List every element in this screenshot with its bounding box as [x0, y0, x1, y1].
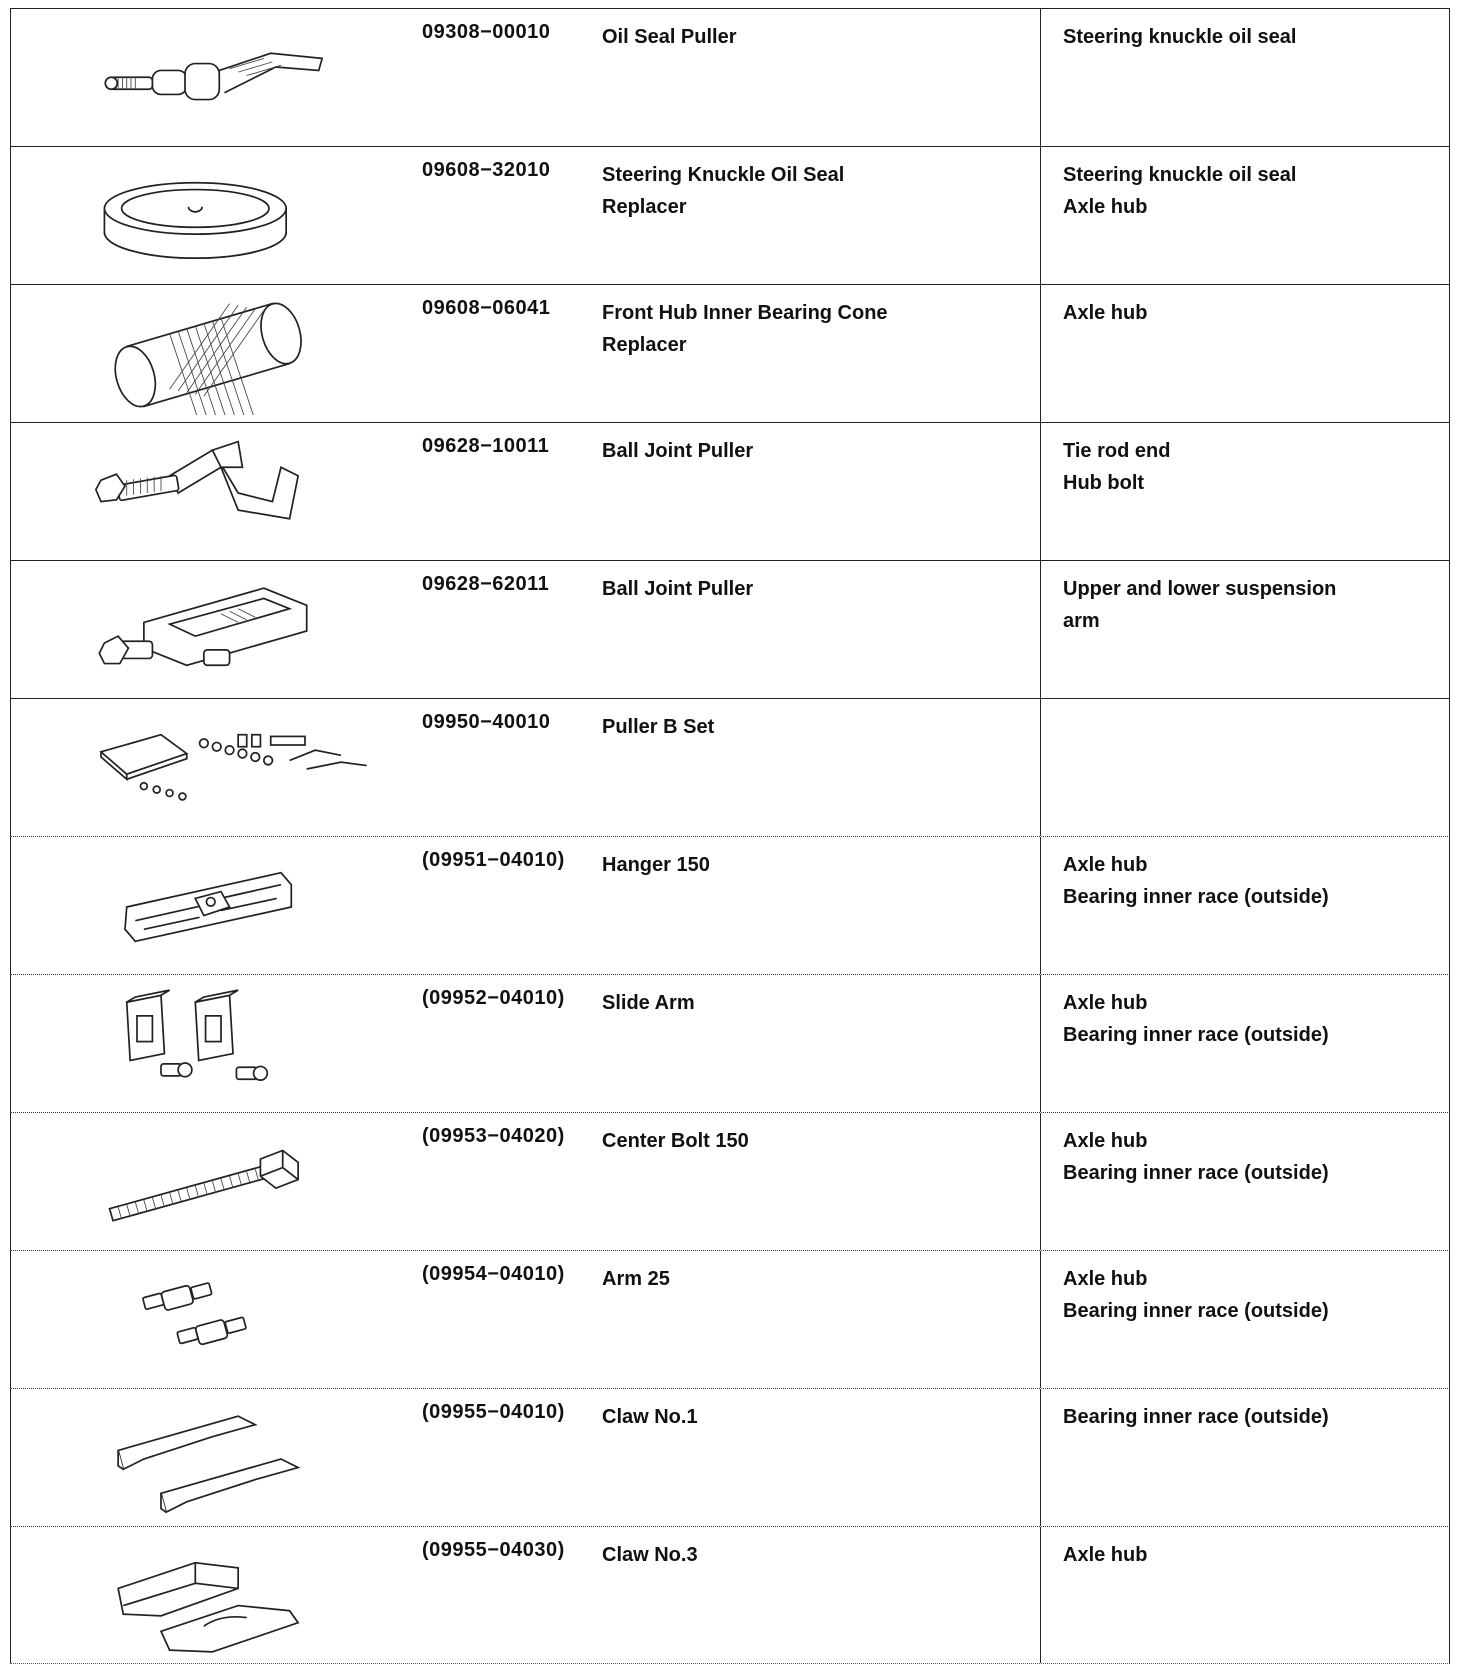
tool-usage-line: Bearing inner race (outside) [1063, 1162, 1329, 1184]
tool-name [602, 1539, 1042, 1571]
tool-name-line: Hanger 150 [602, 854, 710, 876]
tool-usage-line: Axle hub [1063, 1130, 1148, 1152]
tool-name [602, 711, 1042, 743]
tool-usage-line: Bearing inner race (outside) [1063, 1024, 1329, 1046]
tool-name [602, 849, 1042, 881]
part-number: (09955−04030) [422, 1539, 565, 1561]
tool-name-line: Claw No.3 [602, 1544, 698, 1566]
tool-name [602, 297, 1042, 361]
tool-name-line: Ball Joint Puller [602, 440, 754, 462]
claw-3-icon [71, 1537, 371, 1657]
tool-row [10, 146, 1450, 284]
tool-name-line: Center Bolt 150 [602, 1130, 749, 1152]
tool-illustration [10, 1251, 411, 1388]
tool-usage-line: Axle hub [1063, 196, 1148, 218]
tool-usage [1040, 1251, 1450, 1388]
part-number: 09608−06041 [422, 297, 551, 319]
tool-name-line: Arm 25 [602, 1268, 670, 1290]
arm-icon [71, 1261, 371, 1381]
tool-usage-line: Hub bolt [1063, 472, 1145, 494]
tool-name [602, 1263, 1042, 1295]
part-number: (09954−04010) [422, 1263, 565, 1285]
tool-name-line: Steering Knuckle Oil Seal [602, 164, 845, 186]
tool-name-line: Front Hub Inner Bearing Cone [602, 302, 888, 324]
tool-name-line: Puller B Set [602, 716, 715, 738]
tool-usage-line: Steering knuckle oil seal [1063, 26, 1297, 48]
part-number: (09952−04010) [422, 987, 565, 1009]
tool-illustration [10, 975, 411, 1112]
bearing-cone-replacer-icon [71, 295, 371, 415]
part-number: 09308−00010 [422, 21, 551, 43]
tool-illustration [10, 837, 411, 974]
tool-row [10, 836, 1450, 974]
tool-usage-line: Axle hub [1063, 854, 1148, 876]
tool-name [602, 1401, 1042, 1433]
tool-usage [1040, 147, 1450, 284]
tool-usage-line: Tie rod end [1063, 440, 1171, 462]
tool-usage [1040, 1113, 1450, 1250]
ball-joint-puller-frame-icon [71, 571, 371, 691]
tool-name [602, 21, 1042, 53]
slide-arm-icon [71, 985, 371, 1105]
tool-usage-line: arm [1063, 610, 1100, 632]
tool-usage-line: Upper and lower suspension [1063, 578, 1337, 600]
tool-usage [1040, 975, 1450, 1112]
claw-1-icon [71, 1399, 371, 1519]
part-number: 09628−62011 [422, 573, 550, 595]
oil-seal-replacer-icon [71, 157, 371, 277]
tool-row [10, 1250, 1450, 1388]
tool-row [10, 8, 1450, 146]
ball-joint-puller-icon [71, 433, 371, 553]
tool-usage [1040, 423, 1450, 560]
tool-usage-line: Axle hub [1063, 1544, 1148, 1566]
tool-usage [1040, 561, 1450, 698]
tool-name [602, 573, 1042, 605]
tool-illustration [10, 1113, 411, 1250]
tool-name-line: Claw No.1 [602, 1406, 698, 1428]
tool-row [10, 284, 1450, 422]
tool-row [10, 1112, 1450, 1250]
tool-row [10, 698, 1450, 836]
tool-usage-line: Bearing inner race (outside) [1063, 886, 1329, 908]
tool-usage [1040, 285, 1450, 422]
tool-illustration [10, 1389, 411, 1526]
tool-row [10, 560, 1450, 698]
tool-illustration [10, 699, 411, 836]
part-number: 09608−32010 [422, 159, 551, 181]
tool-row [10, 974, 1450, 1112]
tool-usage-line: Axle hub [1063, 302, 1148, 324]
tool-name [602, 987, 1042, 1019]
tool-row [10, 1526, 1450, 1664]
part-number: (09953−04020) [422, 1125, 565, 1147]
tool-name [602, 435, 1042, 467]
center-bolt-icon [71, 1123, 371, 1243]
tool-usage [1040, 699, 1450, 836]
tool-name-line: Ball Joint Puller [602, 578, 754, 600]
tool-row [10, 1388, 1450, 1526]
part-number: (09955−04010) [422, 1401, 565, 1423]
tool-usage [1040, 1527, 1450, 1663]
tool-illustration [10, 561, 411, 698]
tool-usage [1040, 1389, 1450, 1526]
tool-usage-line: Bearing inner race (outside) [1063, 1406, 1329, 1428]
puller-set-icon [71, 709, 371, 829]
tool-illustration [10, 147, 411, 284]
tool-row [10, 422, 1450, 560]
tool-name [602, 1125, 1042, 1157]
tool-name-line: Replacer [602, 196, 687, 218]
part-number: 09628−10011 [422, 435, 550, 457]
tool-illustration [10, 423, 411, 560]
tool-usage-line: Axle hub [1063, 1268, 1148, 1290]
tool-name-line: Replacer [602, 334, 687, 356]
tool-illustration [10, 285, 411, 422]
tool-name-line: Oil Seal Puller [602, 26, 737, 48]
hanger-icon [71, 847, 371, 967]
tool-usage [1040, 837, 1450, 974]
tool-illustration [10, 9, 411, 146]
part-number: (09951−04010) [422, 849, 565, 871]
tool-name-line: Slide Arm [602, 992, 695, 1014]
tool-usage-line: Bearing inner race (outside) [1063, 1300, 1329, 1322]
tool-usage [1040, 9, 1450, 146]
tool-name [602, 159, 1042, 223]
part-number: 09950−40010 [422, 711, 551, 733]
oil-seal-puller-icon [71, 19, 371, 139]
tool-usage-line: Steering knuckle oil seal [1063, 164, 1297, 186]
tool-illustration [10, 1527, 411, 1663]
special-tools-table [10, 8, 1450, 1664]
tool-usage-line: Axle hub [1063, 992, 1148, 1014]
